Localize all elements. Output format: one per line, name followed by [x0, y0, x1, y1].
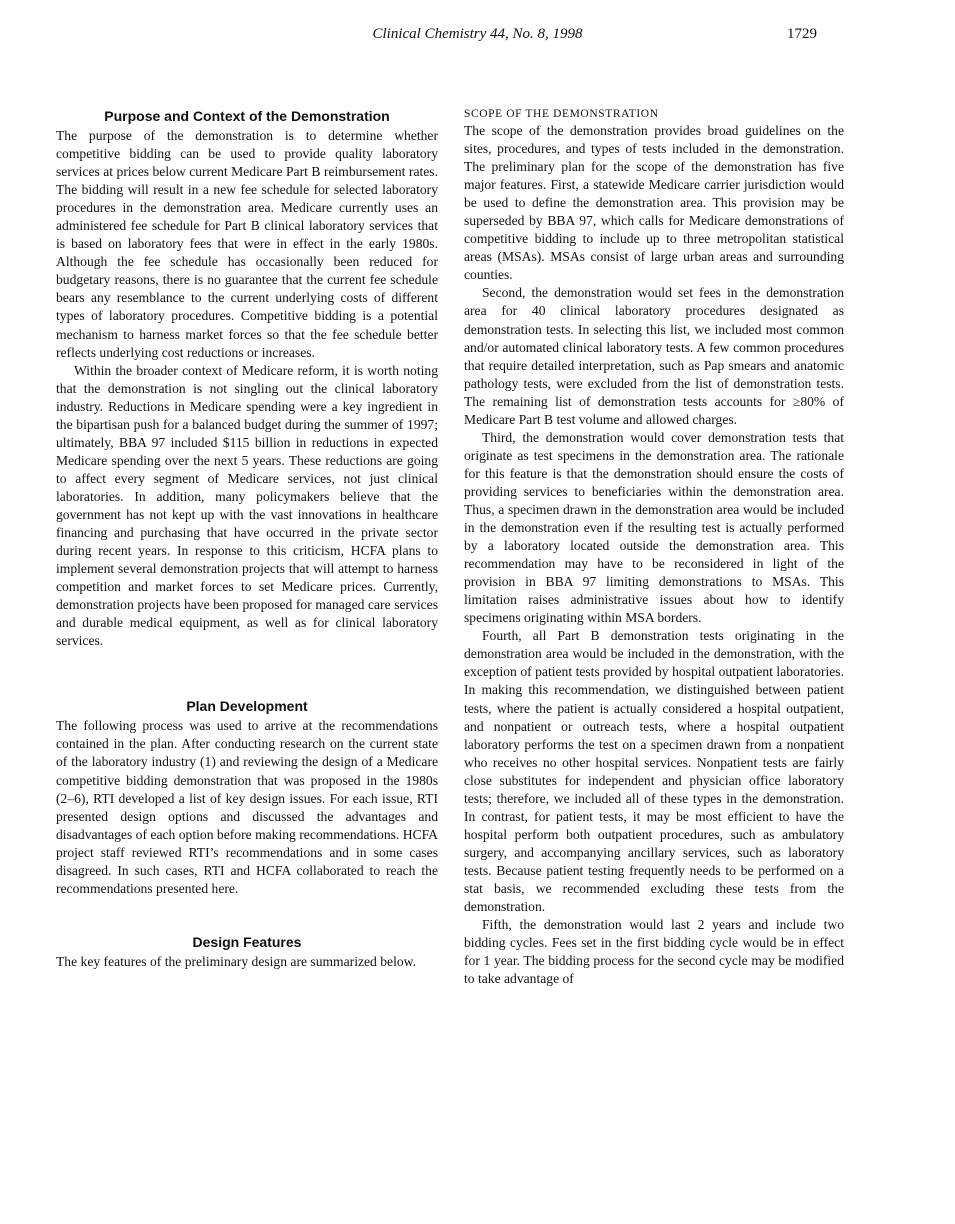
paragraph: Fifth, the demonstration would last 2 years and include two bidding cycles. Fees set in the first bidding cycle would be in effect for 1 year. The bidding process for the second cycle may be modified to take advantage of: [464, 917, 844, 987]
section-heading-design-features: Design Features: [192, 933, 302, 950]
journal-citation: Clinical Chemistry 44, No. 8, 1998: [372, 26, 583, 42]
paragraph: Second, the demonstration would set fees in the demonstration area for 40 clinical laboratory procedures designated as demonstration tests. In selecting this list, we included most common and/or automated clinical laboratory tests. A few common procedures that require detailed interpretation, such as Pap smears and anatomic pathology tests, were excluded from the list of demonstration tests. The remaining list of demonstration tests accounts for ≥80% of Medicare Part B test volume and allowed charges.: [464, 285, 844, 427]
paragraph: Third, the demonstration would cover demonstration tests that originate as test specimens in the demonstration area. The rationale for this feature is that the demonstration should ensure the costs of providing services to beneficiaries within the demonstration area. Thus, a specimen drawn in the demonstration area would be included in the demonstration even if the resulting test is actually performed by a laboratory located outside the demonstration area. This recommendation may have to be reconsidered in light of the provision in BBA 97 limiting demonstrations to MSAs. This limitation raises administrative issues about how to identify specimens originating within MSA borders.: [464, 429, 844, 626]
right-column: [464, 108, 844, 988]
page-number: 1729: [787, 26, 817, 42]
section-heading-plan-development: Plan Development: [186, 698, 308, 715]
left-column: [56, 108, 438, 971]
paragraph: The following process was used to arrive at the recommendations contained in the plan. After conducting research on the current state of the laboratory industry (1) and reviewing the design of a Medicare competitive bidding demonstration that was proposed in the 1980s (2–6), RTI developed a list of key design issues. For each issue, RTI presented design options and discussed the advantages and disadvantages of each option before making recommendations. HCFA project staff reviewed RTI’s recommendations and in some cases disagreed. In such cases, RTI and HCFA collaborated to reach the recommendations presented here.: [56, 718, 438, 896]
running-header: [0, 26, 955, 48]
subsection-heading-scope: SCOPE OF THE DEMONSTRATION: [464, 108, 659, 120]
paragraph: Within the broader context of Medicare reform, it is worth noting that the demonstration is not singling out the clinical laboratory industry. Reductions in Medicare spending were a key ingredient in the bipartisan push for a balanced budget during the summer of 1997; ultimately, BBA 97 included $115 billion in reductions in expected Medicare spending over the next 5 years. These reductions are going to affect every segment of Medicare services, not just clinical laboratories. In addition, many policymakers believe that the government has not kept up with the vast innovations in healthcare financing and purchasing that have occurred in the private sector during recent years. In response to this criticism, HCFA plans to implement several demonstration projects that will attempt to harness competition and market forces to set Medicare prices. Currently, demonstration projects have been proposed for managed care services and durable medical equipment, as well as for clinical laboratory services.: [56, 362, 438, 649]
paragraph: The scope of the demonstration provides broad guidelines on the sites, procedures, and types of tests included in the demonstration. The preliminary plan for the scope of the demonstration has five major features. First, a statewide Medicare carrier jurisdiction would be used to define the demonstration area. This provision may be superseded by BBA 97, which calls for Medicare demonstrations of competitive bidding to include up to three metropolitan statistical areas (MSAs). MSAs consist of large urban areas and surrounding counties.: [464, 123, 844, 283]
paragraph: Fourth, all Part B demonstration tests originating in the demonstration area would be included in the demonstration, with the exception of patient tests provided by hospital outpatient laboratories. In making this recommendation, we distinguished between patient tests, where the patient is actually considered a hospital outpatient, and nonpatient or outreach tests, where a hospital outpatient laboratory performs the test on a specimen drawn from a nonpatient who receives no other hospital services. Nonpatient tests are fairly close substitutes for independent and physician office laboratory tests; therefore, we included all of these types in the demonstration. In contrast, for patient tests, it may be most efficient to have the hospital perform both outpatient procedures, such as ambulatory surgery, and accompanying ancillary services, such as laboratory tests. Because patient testing frequently needs to be performed on a stat basis, we recommended excluding these tests from the demonstration.: [464, 628, 844, 915]
paragraph: The key features of the preliminary design are summarized below.: [56, 953, 416, 969]
section-heading-purpose: Purpose and Context of the Demonstration: [104, 108, 390, 124]
paragraph: The purpose of the demonstration is to determine whether competitive bidding can be used to provide quality laboratory services at prices below current Medicare Part B reimbursement rates. The bidding will result in a new fee schedule for selected laboratory procedures in the demonstration area. Medicare currently uses an administered fee schedule for Part B clinical laboratory services that is based on laboratory fees that were in effect in the early 1980s. Although the fee schedule has occasionally been reduced for budgetary reasons, there is no guarantee that the current fee schedule bears any resemblance to the current underlying costs of different types of laboratory procedures. Competitive bidding is a potential mechanism to harness market forces so that the fee schedule better reflects underlying cost reductions or increases.: [56, 128, 438, 360]
